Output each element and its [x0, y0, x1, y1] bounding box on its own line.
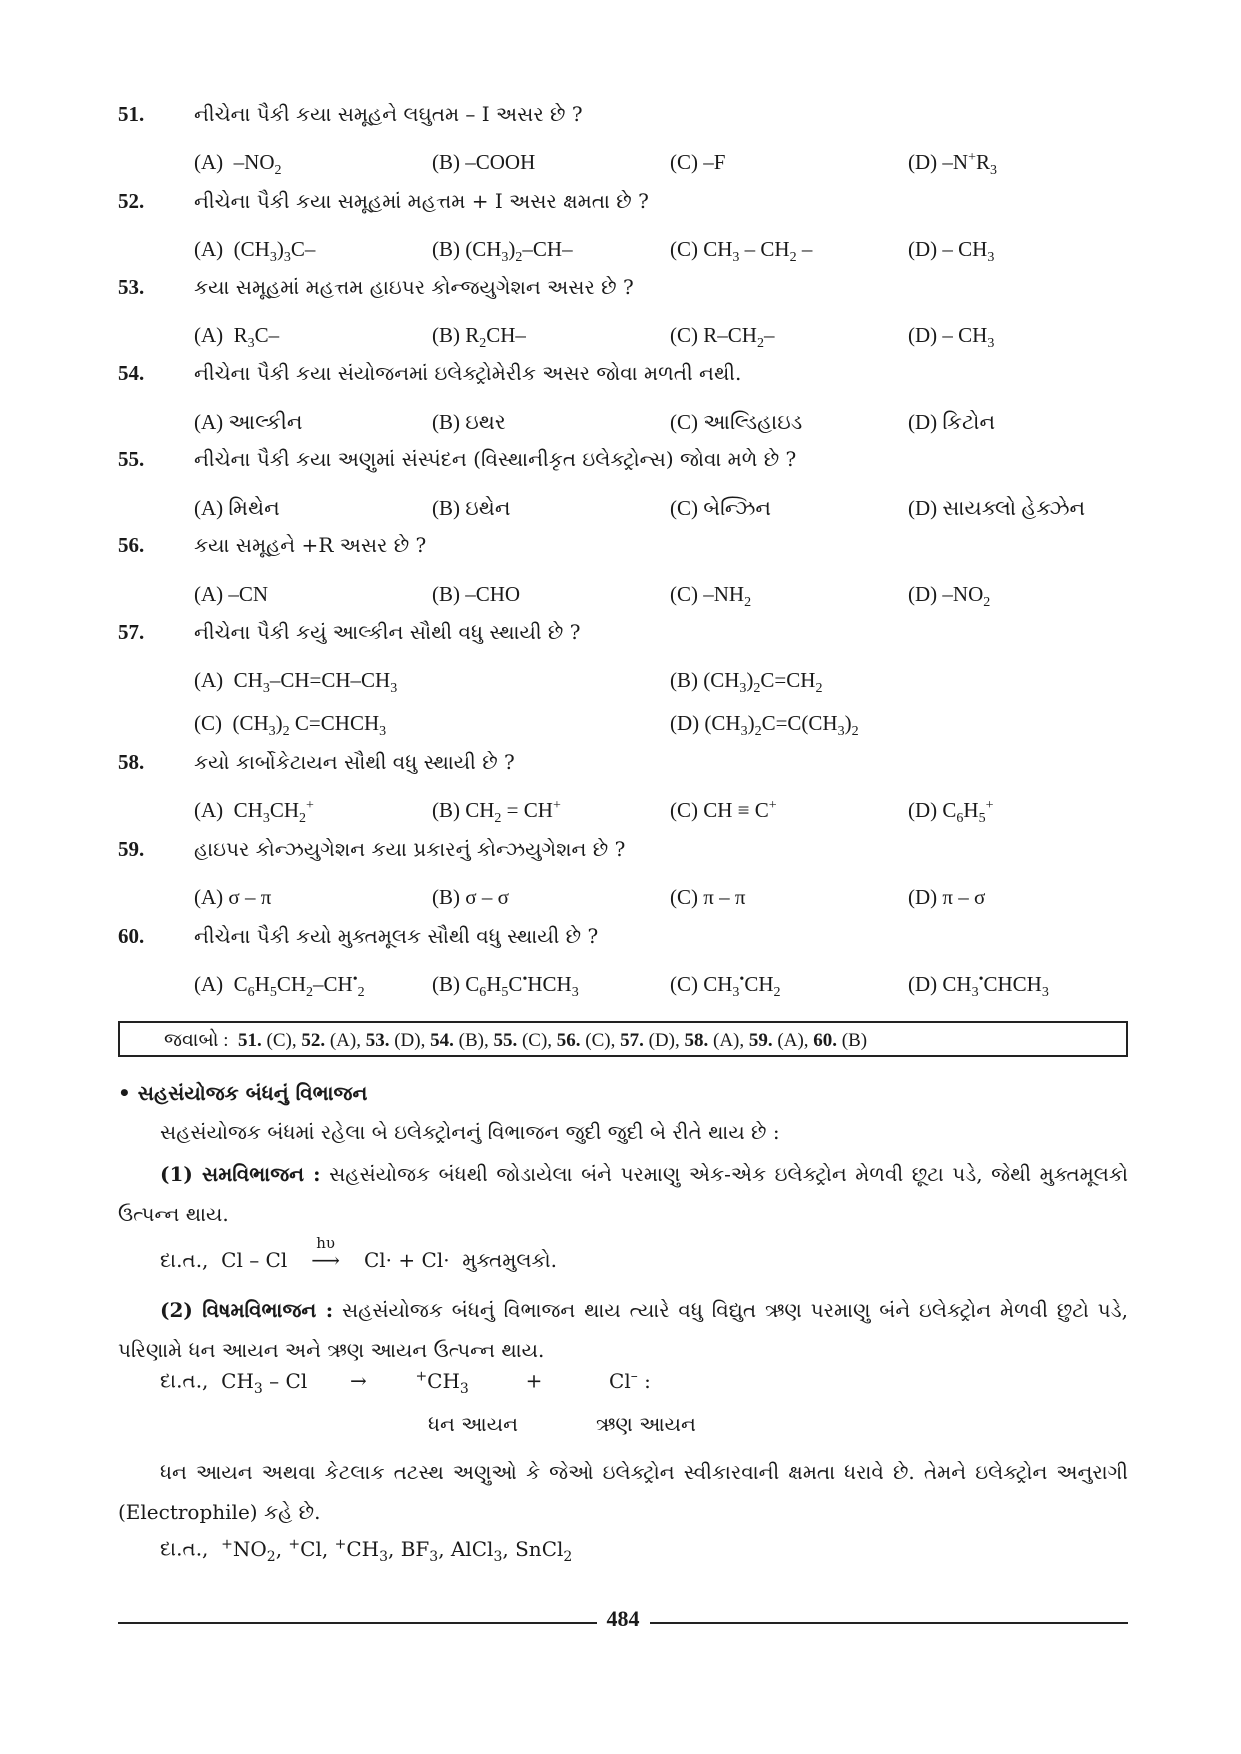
intro-paragraph: સહસંયોજક બંધમાં રહેલા બે ઇલેક્ટ્રોનનું વિભાજન જુદી જુદી બે રીતે થાય છે :: [160, 1120, 780, 1144]
example-heterolysis: દા.ત., $CH_3 - Cl \to ^+CH_3 + Cl^-$ :: [160, 1368, 651, 1397]
option-a: (A) $-NO_2$: [194, 150, 282, 179]
question-number: 60.: [118, 924, 145, 948]
option-c: (C) $CH_3^•CH_2$: [670, 972, 781, 1001]
option-b: (B) ઇથેન: [432, 496, 511, 520]
question-55: [118, 447, 1128, 491]
option-d: (D) $C_6H_5^+$: [908, 798, 994, 827]
option-c: (C) $CH_3 - CH_2$ –: [670, 237, 813, 266]
options-51: [194, 150, 1154, 186]
option-b: (B) –CHO: [432, 582, 521, 606]
question-text: નીચેના પૈકી કયો મુક્તમૂલક સૌથી વધુ સ્થાયી છે ?: [194, 924, 599, 948]
option-a: (A) –CN: [194, 582, 269, 606]
anion: Cl– :: [609, 1368, 651, 1393]
page-footer: [118, 1602, 1128, 1642]
question-number: 59.: [118, 837, 145, 861]
option-d: (D) સાયક્લો હેક્ઝેન: [908, 496, 1086, 520]
equation-lhs: Cl – Cl: [221, 1248, 288, 1272]
question-number: 54.: [118, 361, 145, 385]
question-text: કયા સમૂહમાં મહત્તમ હાઇપર કોન્જયુગેશન અસર છે ?: [194, 275, 634, 299]
option-c: (C) આલ્ડિહાઇડ: [670, 410, 803, 434]
options-54: [194, 410, 1154, 446]
option-b: (B) $(CH_3)_2-CH-$: [432, 237, 573, 266]
option-d: (D) $CH_3^•CHCH_3$: [908, 972, 1049, 1001]
reaction-arrow: →: [349, 1368, 367, 1393]
question-51: [118, 102, 1128, 146]
option-c: (C) $-NH_2$: [670, 582, 752, 611]
option-d: (D) કિટોન: [908, 410, 996, 434]
option-d: (D) $-N^+R_3$: [908, 150, 997, 179]
reaction-arrow: hυ ⟶: [311, 1234, 340, 1272]
question-number: 58.: [118, 750, 145, 774]
option-b: (B) $CH_2 = CH^+$: [432, 798, 561, 827]
options-53: [194, 323, 1154, 359]
option-d: $(D) - CH_3$: [908, 237, 995, 266]
option-b: (B) $(CH_3)_2C=CH_2$: [670, 668, 823, 697]
option-c: (C) π – π: [670, 885, 746, 909]
option-b: (B) σ – σ: [432, 885, 509, 909]
question-text: કયા સમૂહને +R અસર છે ?: [194, 533, 427, 557]
electrophile-paragraph: ધન આયન અથવા કેટલાક તટસ્થ અણુઓ કે જેઓ ઇલેક્ટ્રોન સ્વીકારવાની ક્ષમતા ધરાવે છે. તેમને ઇલેક્ટ્રોન અનુરાગી (Electrophile) કહે છે.: [118, 1460, 1128, 1524]
question-number: 56.: [118, 533, 145, 557]
options-59: [194, 885, 1154, 921]
option-d: (D) π – σ: [908, 885, 986, 909]
question-56: [118, 533, 1128, 577]
page-number-wrap: [118, 1606, 1128, 1632]
options-55: [194, 496, 1154, 532]
equation-rhs: Cl· + Cl·: [363, 1248, 450, 1272]
heterolysis-paragraph: [118, 1290, 1128, 1370]
option-c: (C) –F: [670, 150, 726, 174]
option-d: (D) $(CH_3)_2C=C(CH_3)_2$: [670, 711, 859, 740]
options-58: [194, 798, 1154, 834]
question-text: નીચેના પૈકી કયા સંયોજનમાં ઇલેક્ટ્રોમેરીક અસર જોવા મળતી નથી.: [194, 361, 742, 385]
option-a: (A) $(CH_3)_3C-$: [194, 237, 316, 266]
section-heading: • સહસંયોજક બંધનું વિભાજન: [118, 1081, 368, 1105]
option-a: (A) $R_3C-$: [194, 323, 280, 352]
question-number: 55.: [118, 447, 145, 471]
options-57-row1: [194, 668, 1154, 704]
option-d: (D) $-NO_2$: [908, 582, 991, 611]
question-text: કયો કાર્બોકેટાયન સૌથી વધુ સ્થાયી છે ?: [194, 750, 515, 774]
anion-label: ઋણ આયન: [596, 1412, 696, 1436]
question-text: હાઇપર કોન્ઝયુગેશન કયા પ્રકારનું કોન્ઝયુગેશન છે ?: [194, 837, 626, 861]
question-53: [118, 275, 1128, 319]
question-59: [118, 837, 1128, 881]
option-a: (A) $CH_3CH_2^+$: [194, 798, 314, 827]
question-number: 52.: [118, 189, 145, 213]
heterolysis-text: સહસંયોજક બંધનું વિભાજન થાય ત્યારે વધુ વિદ્યુત ઋણ પરમાણુ બંને ઇલેક્ટ્રોન મેળવી છુટો પડે, પરિણામે ધન આયન અને ઋણ આયન ઉત્પન્ન થાય.: [118, 1298, 1128, 1362]
option-a: (A) $CH_3-CH=CH-CH_3$: [194, 668, 398, 697]
question-number: 57.: [118, 620, 145, 644]
page-number: 484: [597, 1606, 650, 1631]
options-52: [194, 237, 1154, 273]
question-number: 51.: [118, 102, 145, 126]
question-text: નીચેના પૈકી કયા સમૂહમાં મહત્તમ + I અસર ક્ષમતા છે ?: [194, 189, 649, 213]
cation-label: ધન આયન: [428, 1412, 518, 1436]
option-a: (A) મિથેન: [194, 496, 280, 520]
question-text: નીચેના પૈકી કયું આલ્કીન સૌથી વધુ સ્થાયી છે ?: [194, 620, 581, 644]
option-a: (A) આલ્કીન: [194, 410, 303, 434]
homolysis-paragraph: [118, 1154, 1128, 1234]
homolysis-text: સહસંયોજક બંધથી જોડાયેલા બંને પરમાણુ એક-એક ઇલેક્ટ્રોન મેળવી છૂટા પડે, જેથી મુક્તમૂલકો ઉત્પન્ન થાય.: [118, 1162, 1129, 1226]
question-text: નીચેના પૈકી કયા સમૂહને લઘુતમ – I અસર છે ?: [194, 102, 583, 126]
question-52: [118, 189, 1128, 233]
cation: $^+CH_3$: [415, 1368, 469, 1397]
homolysis-title: (1) સમવિભાજન :: [160, 1162, 321, 1186]
example-electrophiles: દા.ત., $^+NO_2$, +Cl, $^+CH_3$, $BF_3$, AlCl$_3$, SnCl$_2$: [160, 1536, 573, 1565]
option-d: $(D) - CH_3$: [908, 323, 995, 352]
answer-key-label: જવાબો :: [164, 1030, 229, 1051]
option-a: (A) $C_6H_5CH_2-CH^•_2$: [194, 972, 365, 1001]
option-a: (A) σ – π: [194, 885, 272, 909]
heterolysis-title: (2) વિષમવિભાજન :: [160, 1298, 334, 1322]
example-homolysis: દા.ત., Cl – Cl hυ ⟶ Cl· + Cl· મુક્તમુલકો.: [160, 1234, 557, 1272]
question-58: [118, 750, 1128, 794]
option-c: (C) CH ≡ C+: [670, 798, 777, 822]
option-b: (B) $C_6H_5C^•HCH_3$: [432, 972, 579, 1001]
question-text: નીચેના પૈકી કયા અણુમાં સંસ્પંદન (વિસ્થાનીકૃત ઇલેક્ટ્રોન્સ) જોવા મળે છે ?: [194, 447, 797, 471]
question-number: 53.: [118, 275, 145, 299]
options-56: [194, 582, 1154, 618]
question-54: [118, 361, 1128, 405]
question-60: [118, 924, 1128, 968]
option-c: (C) $(CH_3)_2$ $C=CHCH_3$: [194, 711, 387, 740]
option-c: (C) $R-CH_2-$: [670, 323, 775, 352]
options-57-row2: [194, 711, 1154, 747]
option-c: (C) બેન્ઝિન: [670, 496, 772, 520]
equation-lhs: $CH_3$ – Cl: [221, 1368, 308, 1397]
option-b: (B) –COOH: [432, 150, 536, 174]
option-b: (B) ઇથર: [432, 410, 506, 434]
option-b: (B) $R_2CH-$: [432, 323, 526, 352]
options-60: [194, 972, 1154, 1008]
electrophile-list: $^+NO_2$, +Cl, $^+CH_3$, $BF_3$, AlCl$_3$, SnCl$_2$: [221, 1536, 573, 1565]
question-57: [118, 620, 1128, 664]
answer-key-box: જવાબો : 51. (C), 52. (A), 53. (D), 54. (B), 55. (C), 56. (C), 57. (D), 58. (A), 59. (A), 60. (B): [118, 1021, 1128, 1057]
